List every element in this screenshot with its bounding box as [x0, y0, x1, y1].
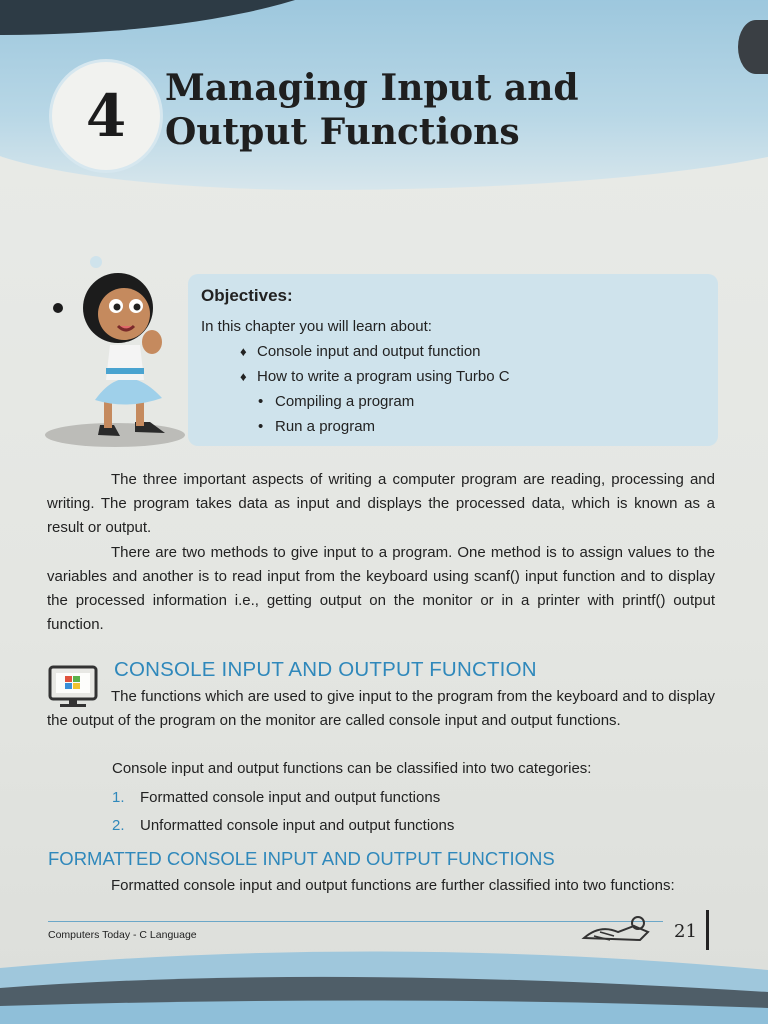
list-text: Formatted console input and output functions	[140, 789, 441, 806]
input-methods-paragraph: There are two methods to give input to a program. One method is to assign values to the variables and another is to read input from the keyboard using scanf() input function and to display the processed information i.e., getting output on the monitor or in a printer with printf() output function.	[47, 544, 715, 633]
chapter-title	[165, 66, 579, 154]
dot-bullet-icon: •	[258, 418, 264, 435]
list-item	[240, 342, 510, 367]
diamond-bullet-icon: ♦	[240, 344, 247, 359]
chapter-number-badge	[52, 62, 160, 170]
list-item	[112, 815, 454, 843]
section-heading: CONSOLE INPUT AND OUTPUT FUNCTION	[114, 658, 537, 681]
subsection-heading: FORMATTED CONSOLE INPUT AND OUTPUT FUNCTIONS	[48, 848, 555, 869]
categories-list	[112, 787, 454, 843]
list-item	[240, 367, 510, 392]
objectives-list	[240, 342, 510, 442]
chapter-title-line1: Managing Input and	[165, 67, 579, 109]
footer-divider	[48, 921, 663, 922]
chapter-number: 4	[85, 82, 127, 150]
list-item	[240, 417, 510, 442]
intro-paragraph: The three important aspects of writing a computer program are reading, processing and writing. The program takes data as input and displays the processed data, which is known as a result or output.	[47, 471, 715, 536]
footer-decoration	[0, 940, 768, 1024]
console-functions-paragraph: The functions which are used to give input to the program from the keyboard and to display the output of the program on the monitor are called console input and output functions.	[47, 688, 715, 729]
footer-book-title: Computers Today - C Language	[48, 929, 197, 941]
page-number: 21	[674, 921, 697, 942]
objectives-title: Objectives:	[201, 286, 293, 305]
objective-text: Compiling a program	[275, 393, 415, 410]
dot-bullet-icon: •	[258, 393, 264, 410]
categories-intro: Console input and output functions can be classified into two categories:	[112, 760, 592, 777]
list-number: 2.	[112, 817, 125, 834]
list-number: 1.	[112, 789, 125, 806]
formatted-functions-paragraph: Formatted console input and output functions are further classified into two functions:	[111, 877, 675, 894]
list-text: Unformatted console input and output functions	[140, 817, 455, 834]
diamond-bullet-icon: ♦	[240, 369, 247, 384]
objective-text: Console input and output function	[257, 343, 481, 360]
objective-text: Run a program	[275, 418, 376, 435]
list-item	[240, 392, 510, 417]
objectives-intro: In this chapter you will learn about:	[201, 318, 432, 335]
list-item	[112, 787, 454, 815]
chapter-title-line2: Output Functions	[165, 111, 520, 153]
girl-mascot-illustration	[40, 250, 190, 450]
corner-decoration	[738, 20, 768, 74]
objective-text: How to write a program using Turbo C	[257, 368, 510, 385]
